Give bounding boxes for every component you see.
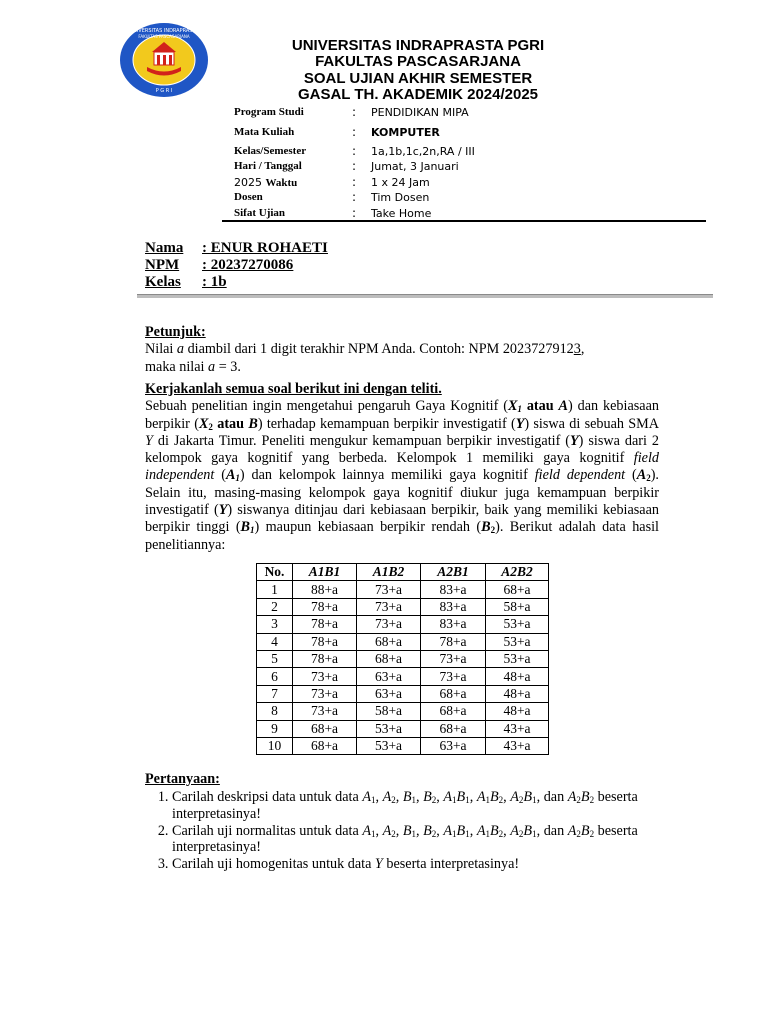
table-cell: 53+a (357, 737, 421, 754)
table-row (257, 703, 549, 720)
identity-npm (145, 257, 293, 274)
table-cell: 73+a (421, 650, 486, 667)
table-cell: 53+a (486, 650, 549, 667)
info-value: Jumat, 3 Januari (371, 160, 459, 173)
logo-text-bottom: P G R I (155, 88, 173, 94)
question-item: 3. Carilah uji homogenitas untuk data Y beserta interpretasinya! (172, 856, 692, 873)
table-cell: 73+a (293, 685, 357, 702)
info-label (234, 175, 357, 191)
info-value: 1 x 24 Jam (371, 176, 430, 189)
table-cell: 63+a (421, 737, 486, 754)
section-divider (137, 294, 713, 298)
header-divider (222, 220, 706, 222)
questions-heading (145, 771, 659, 788)
header-faculty: FAKULTAS PASCASARJANA (315, 53, 521, 70)
table-header-cell: A1B2 (357, 564, 421, 581)
table-cell: 83+a (421, 616, 486, 633)
table-cell: 53+a (486, 616, 549, 633)
table-cell: 73+a (357, 616, 421, 633)
logo-text-top: UNIVERSITAS INDRAPRASTA (129, 28, 199, 34)
table-row (257, 633, 549, 650)
table-cell: 48+a (486, 668, 549, 685)
table-cell: 3 (257, 616, 293, 633)
instructions-text-part: , (580, 341, 585, 358)
table-cell: 73+a (357, 598, 421, 615)
table-cell: 48+a (486, 703, 549, 720)
table-cell: 58+a (357, 703, 421, 720)
info-value: PENDIDIKAN MIPA (371, 106, 469, 119)
instructions-text-part: maka nilai (145, 358, 209, 375)
table-cell: 63+a (357, 668, 421, 685)
table-cell: 8 (257, 703, 293, 720)
identity-nama (145, 240, 328, 257)
table-cell: 73+a (293, 668, 357, 685)
info-colon: : (352, 125, 357, 139)
table-cell: 43+a (486, 737, 549, 754)
table-row (257, 737, 549, 754)
table-header-row (257, 564, 549, 581)
info-label: Dosen (234, 191, 263, 203)
table-row (257, 616, 549, 633)
table-row (257, 720, 549, 737)
instructions-block (145, 324, 659, 376)
info-label: Kelas/Semester (234, 145, 307, 157)
identity-value: : 1b (202, 274, 227, 290)
table-cell: 68+a (357, 633, 421, 650)
identity-value: : 20237270086 (202, 257, 294, 273)
table-cell: 78+a (293, 598, 357, 615)
identity-key: Nama (145, 240, 184, 256)
header-exam-title: SOAL UJIAN AKHIR SEMESTER (303, 70, 533, 87)
table-row (257, 685, 549, 702)
table-cell: 68+a (357, 650, 421, 667)
table-header-cell: A2B1 (421, 564, 486, 581)
table-cell: 68+a (421, 720, 486, 737)
table-cell: 73+a (293, 703, 357, 720)
info-label: Sifat Ujian (234, 207, 286, 219)
info-colon: : (352, 206, 357, 220)
table-row (257, 581, 549, 598)
table-row (257, 598, 549, 615)
table-cell: 78+a (421, 633, 486, 650)
instructions-var: a (176, 341, 185, 358)
identity-value: : ENUR ROHAETI (202, 240, 328, 256)
instructions-text-line2 (145, 359, 659, 376)
info-label: Program Studi (234, 106, 304, 118)
instructions-text-part: = 3. (215, 358, 241, 375)
question-item: 1. Carilah deskripsi data untuk data $A_1$, $A_2$, $B_1$, $B_2$, $A_1B_1$, $A_1B_2$, $A_2B_1$, dan $A_2B_2$ beserta interpretasinya! (172, 789, 692, 823)
questions-list (145, 789, 692, 873)
identity-key: Kelas (145, 274, 181, 290)
table-cell: 78+a (293, 633, 357, 650)
table-cell: 53+a (486, 633, 549, 650)
table-cell: 53+a (357, 720, 421, 737)
info-colon: : (352, 175, 357, 189)
table-cell: 63+a (357, 685, 421, 702)
table-cell: 2 (257, 598, 293, 615)
info-label: Hari / Tanggal (234, 160, 302, 172)
info-label: Mata Kuliah (234, 126, 295, 138)
table-cell: 73+a (357, 581, 421, 598)
table-cell: 88+a (293, 581, 357, 598)
instructions-text-part: diambil dari 1 digit terakhir NPM Anda. Contoh: NPM 2023727912 (184, 341, 574, 358)
table-cell: 68+a (293, 720, 357, 737)
instructions-digit: 3 (573, 341, 581, 358)
info-label-prefix: 2025 (234, 176, 266, 189)
info-value: 1a,1b,1c,2n,RA / III (371, 145, 475, 158)
table-cell: 58+a (486, 598, 549, 615)
table-cell: 10 (257, 737, 293, 754)
table-cell: 68+a (421, 685, 486, 702)
instructions-heading: Petunjuk: (145, 324, 206, 340)
problem-heading: Kerjakanlah semua soal berikut ini dengan teliti. (145, 381, 442, 397)
table-cell: 68+a (486, 581, 549, 598)
table-cell: 43+a (486, 720, 549, 737)
info-colon: : (352, 144, 357, 158)
table-cell: 9 (257, 720, 293, 737)
table-cell: 78+a (293, 650, 357, 667)
instructions-var: a (208, 358, 216, 375)
info-colon: : (352, 105, 357, 119)
university-logo (119, 22, 209, 98)
table-row (257, 668, 549, 685)
table-header-cell: A2B2 (486, 564, 549, 581)
data-table (256, 563, 549, 755)
question-item: 2. Carilah uji normalitas untuk data $A_1$, $A_2$, $B_1$, $B_2$, $A_1B_1$, $A_1B_2$, $A_2B_1$, dan $A_2B_2$ beserta interpretasinya! (172, 823, 692, 857)
instructions-text (145, 341, 659, 358)
table-cell: 7 (257, 685, 293, 702)
table-header-cell: A1B1 (293, 564, 357, 581)
table-cell: 83+a (421, 598, 486, 615)
identity-key: NPM (145, 257, 180, 273)
logo-text-sub: FAKULTAS PASCASARJANA (138, 34, 190, 39)
table-cell: 1 (257, 581, 293, 598)
table-cell: 48+a (486, 685, 549, 702)
header-university: UNIVERSITAS INDRAPRASTA PGRI (291, 37, 545, 54)
table-cell: 5 (257, 650, 293, 667)
table-cell: 4 (257, 633, 293, 650)
info-value: Tim Dosen (371, 191, 430, 204)
table-header-cell: No. (257, 564, 293, 581)
table-cell: 68+a (293, 737, 357, 754)
header-academic-year: GASAL TH. AKADEMIK 2024/2025 (297, 86, 539, 103)
info-value: Take Home (371, 207, 432, 220)
info-colon: : (352, 159, 357, 173)
table-cell: 78+a (293, 616, 357, 633)
table-row (257, 650, 549, 667)
table-cell: 6 (257, 668, 293, 685)
problem-block (145, 381, 659, 554)
identity-kelas (145, 274, 227, 291)
table-cell: 68+a (421, 703, 486, 720)
info-colon: : (352, 190, 357, 204)
table-cell: 83+a (421, 581, 486, 598)
info-value: KOMPUTER (371, 126, 440, 139)
questions-heading-text: Pertanyaan: (145, 771, 220, 787)
info-label-main: Waktu (265, 177, 298, 189)
problem-text: Sebuah penelitian ingin mengetahui pengaruh Gaya Kognitif ($X_1$ atau A) dan kebiasaan berpikir ($X_2$ atau B) terhadap kemampuan berpikir investigatif (Y) siswa di sebuah SMA Y di Jakarta Timur. Peneliti mengukur kemampuan berpikir investigatif (Y) siswa dari 2 kelompok gaya kognitif yang berbeda. Kelompok 1 memiliki gaya kognitif field independent $(A_1)$ dan kelompok lainnya memiliki gaya kognitif field dependent $(A_2)$. Selain itu, masing-masing kelompok gaya kognitif diukur juga kemampuan berpikir investigatif (Y) siswanya ditinjau dari kebiasaan berpikir, baik yang memiliki kebiasaan berpikir tinggi $(B_1)$ maupun kebiasaan berpikir rendah $(B_2)$. Berikut adalah data hasil penelitiannya: (145, 398, 660, 553)
instructions-text-part: Nilai (145, 341, 177, 358)
table-cell: 73+a (421, 668, 486, 685)
